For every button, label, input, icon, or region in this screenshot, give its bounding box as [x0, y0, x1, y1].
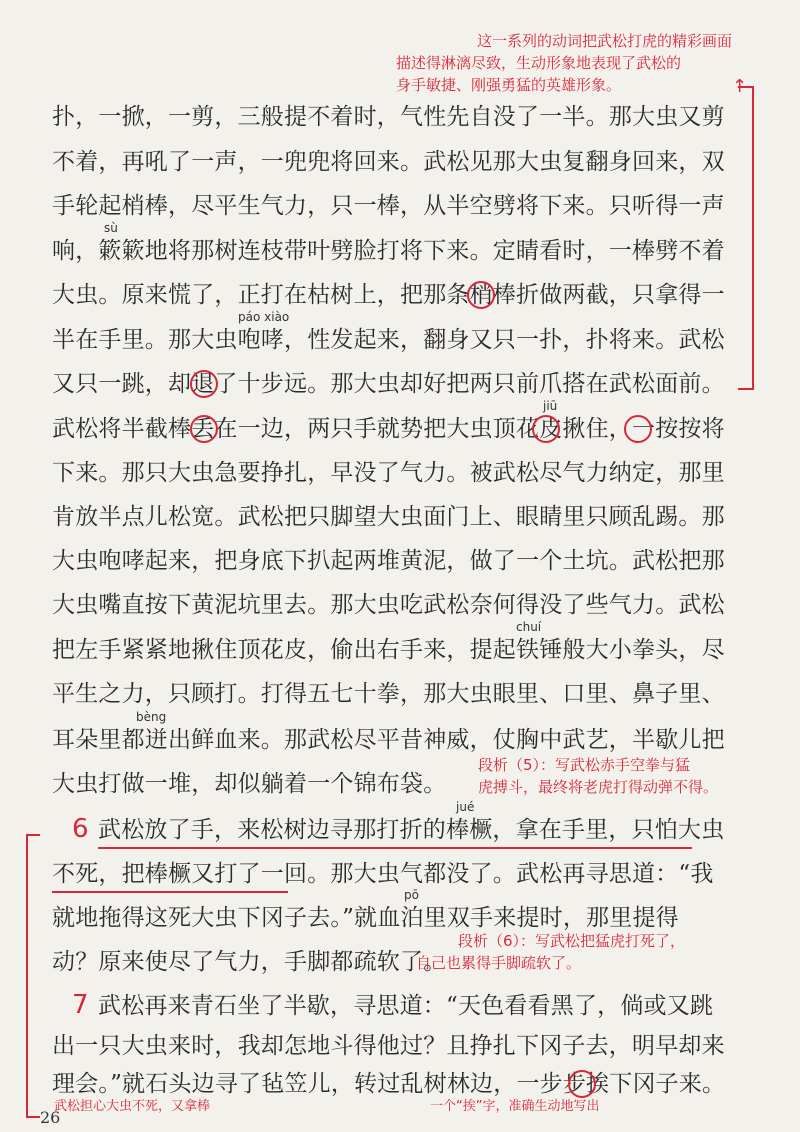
pinyin-paoxiao: páo xiào [238, 310, 290, 324]
annotation-bottom-left: 武松担心大虫不死，又拿棒 [54, 1099, 211, 1114]
text-line-23: 理会。”就石头边寻了毡笠儿，转过乱树林边，一步步挨下冈子来。 [52, 1071, 726, 1097]
pinyin-beng: bèng [136, 710, 167, 724]
text-line-2: 不着，再吼了一声，一兜兜将回来。武松见那大虫复翻身回来，双 [52, 149, 725, 175]
text-line-20: 动？原来使尽了气力，手脚都疏软了。 [52, 949, 447, 975]
pinyin-po: pō [404, 888, 419, 902]
page-number: 26 [40, 1108, 61, 1127]
text-line-22: 出一只大虫来时，我却怎地斗得他过？且挣扎下冈子去，明早却来 [52, 1033, 725, 1059]
pinyin-jiu: jiū [543, 399, 558, 413]
pinyin-su: sù [104, 221, 118, 235]
text-line-5: 大虫。原来慌了，正打在枯树上，把那条梢棒折做两截，只拿得一 [52, 282, 725, 308]
circle-mark-diu [190, 415, 218, 443]
text-line-14: 平生之力，只顾打。打得五七十拳，那大虫眼里、口里、鼻子里、 [52, 681, 725, 707]
annotation-bottom-right: 一个“挨”字，准确生动地写出 [430, 1099, 600, 1114]
text-line-10: 肯放半点儿松宽。武松把只脚望大虫面门上、眼睛里只顾乱踢。那 [52, 504, 725, 530]
circle-mark-tui [190, 370, 218, 398]
text-line-18: 不死，把棒橛又打了一回。那大虫气都没了。武松再寻思道：“我 [52, 861, 714, 887]
underline-para6-1 [98, 847, 692, 849]
text-line-12: 大虫嘴直按下黄泥坑里去。那大虫吃武松奈何得没了些气力。武松 [52, 592, 725, 618]
annotation-para5: 段析（5）：写武松赤手空拳与猛 虎搏斗，最终将老虎打得动弹不得。 [478, 756, 719, 796]
text-line-1: 扑，一掀，一剪，三般提不着时，气性先自没了一半。那大虫又剪 [52, 104, 725, 130]
annotation-top-note-2: 描述得淋漓尽致，生动形象地表现了武松的 [396, 54, 682, 72]
annotation-bracket-left [26, 834, 40, 1118]
annotation-top-note-3: 身手敏捷、刚强勇猛的英雄形象。 [396, 76, 622, 94]
text-line-7: 又只一跳，却退了十步远。那大虫却好把两只前爪搭在武松面前。 [52, 371, 725, 397]
text-line-21: 武松再来青石坐了半歇，寻思道：“天色看看黑了，倘或又跳 [98, 993, 714, 1019]
pinyin-chui: chuí [516, 620, 542, 634]
text-line-8: 武松将半截棒丢在一边，两只手就势把大虫顶花皮揪住，一按按将 [52, 416, 725, 442]
text-line-11: 大虫咆哮起来，把身底下扒起两堆黄泥，做了一个土坑。武松把那 [52, 548, 725, 574]
text-line-16: 大虫打做一堆，却似躺着一个锦布袋。 [52, 771, 447, 797]
circle-mark-jiu [532, 415, 560, 443]
text-line-19: 就地拖得这死大虫下冈子去。”就血泊里双手来提时，那里提得 [52, 905, 679, 931]
circle-mark-zhe [467, 281, 495, 309]
para-number-7: 7 [72, 990, 89, 1020]
annotation-para6: 段析（6）：写武松把猛虎打死了， 自己也累得手脚疏软了。 [416, 932, 686, 972]
pinyin-jue: jué [456, 800, 475, 814]
bracket-arrow: ↑ [732, 76, 748, 97]
underline-para6-2 [52, 891, 288, 893]
para-number-6: 6 [72, 814, 89, 844]
text-line-4: 响，簌簌地将那树连枝带叶劈脸打将下来。定睛看时，一棒劈不着 [52, 238, 725, 264]
circle-mark-ai [568, 1070, 596, 1098]
annotation-top-note: 这一系列的动词把武松打虎的精彩画面 [476, 32, 732, 50]
text-line-17: 武松放了手，来松树边寻那打折的棒橛，拿在手里，只怕大虫 [98, 817, 725, 843]
text-line-15: 耳朵里都迸出鲜血来。那武松尽平昔神威，仗胸中武艺，半歇儿把 [52, 727, 725, 753]
text-line-3: 手轮起梢棒，尽平生气力，只一棒，从半空劈将下来。只听得一声 [52, 193, 725, 219]
text-line-6: 半在手里。那大虫咆哮，性发起来，翻身又只一扑，扑将来。武松 [52, 327, 725, 353]
circle-mark-an [624, 415, 652, 443]
text-line-9: 下来。那只大虫急要挣扎，早没了气力。被武松尽气力纳定，那里 [52, 460, 725, 486]
text-line-13: 把左手紧紧地揪住顶花皮，偷出右手来，提起铁锤般大小拳头，尽 [52, 637, 725, 663]
